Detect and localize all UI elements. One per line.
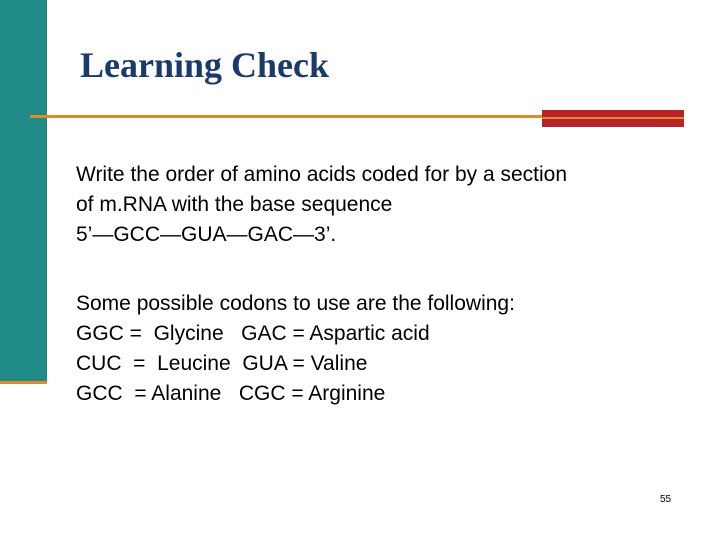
codon-line: CUC = Leucine GUA = Valine [76, 352, 368, 375]
question-line: of m.RNA with the base sequence [76, 193, 393, 216]
question-paragraph [76, 160, 567, 250]
sidebar-band [0, 0, 47, 381]
codon-line: GCC = Alanine CGC = Arginine [76, 382, 386, 405]
codon-paragraph [76, 289, 515, 409]
divider-accent-block [542, 110, 684, 127]
slide-title: Learning Check [80, 45, 330, 85]
page-number: 55 [660, 494, 672, 505]
codon-intro-line: Some possible codons to use are the following: [76, 292, 515, 315]
sidebar-accent-line [0, 381, 47, 384]
codon-line: GGC = Glycine GAC = Aspartic acid [76, 322, 430, 345]
question-line: Write the order of amino acids coded for by a section [76, 163, 568, 186]
sequence-line: 5’—GCC—GUA—GAC—3’. [76, 223, 337, 246]
title-divider [30, 115, 542, 118]
